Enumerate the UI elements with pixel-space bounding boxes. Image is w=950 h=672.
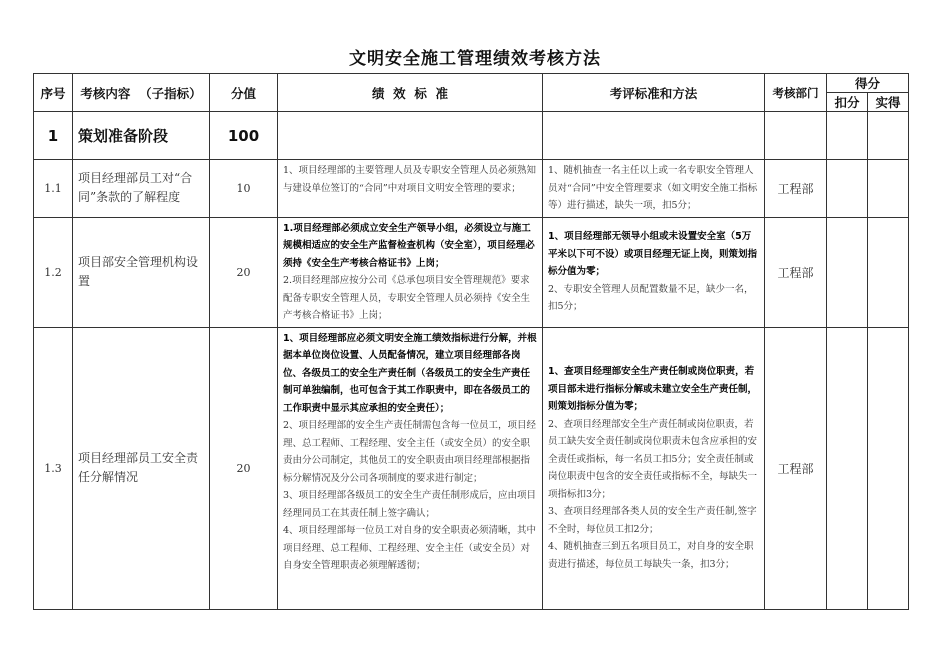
actual-cell xyxy=(868,327,909,609)
header-deduct: 扣分 xyxy=(827,93,868,112)
row-method xyxy=(543,327,765,609)
section-score: 100 xyxy=(210,112,278,160)
header-score: 分值 xyxy=(210,74,278,112)
section-number: 1 xyxy=(34,112,73,160)
deduct-cell xyxy=(827,327,868,609)
table-row xyxy=(34,217,909,327)
row-dept: 工程部 xyxy=(765,160,827,218)
criterion-text: 3、查项目经理部各类人员的安全生产责任制,签字不全时，每位员工扣2分； xyxy=(548,506,757,535)
header-content: 考核内容 （子指标） xyxy=(73,74,210,112)
header-standard: 绩 效 标 准 xyxy=(278,74,543,112)
header-got: 得分 xyxy=(827,74,909,93)
criterion-text: 4、项目经理部每一位员工对自身的安全职责必须清晰，其中项目经理、总工程师、工程经理、安全主任（或安全员）对自身安全管理职责必须理解透彻； xyxy=(283,525,537,571)
row-content: 项目经理部员工安全责任分解情况 xyxy=(73,327,210,609)
header-method: 考评标准和方法 xyxy=(543,74,765,112)
criterion-text: 3、项目经理部各级员工的安全生产责任制形成后，应由项目经理同员工在其责任制上签字确认； xyxy=(283,490,537,519)
row-number: 1.3 xyxy=(34,327,73,609)
section-row xyxy=(34,112,909,160)
criterion-text: 1.项目经理部必须成立安全生产领导小组，必须设立与施工规模相适应的安全生产监督检查机构（安全室），项目经理必须持《安全生产考核合格证书》上岗； xyxy=(283,222,535,269)
row-content: 项目经理部员工对“合同”条款的了解程度 xyxy=(73,160,210,218)
row-score: 20 xyxy=(210,327,278,609)
row-score: 10 xyxy=(210,160,278,218)
criterion-text: 2.项目经理部应按分公司《总承包项目安全管理规范》要求配备专职安全管理人员，专职安全管理人员必须持《安全生产考核合格证书》上岗； xyxy=(283,275,531,321)
actual-cell xyxy=(868,217,909,327)
row-dept: 工程部 xyxy=(765,327,827,609)
criterion-text: 2、查项目经理部安全生产责任制或岗位职责，若员工缺失安全责任制或岗位职责未包含应承担的安全责任或指标，每一名员工扣5分；安全责任制或岗位职责中包含的安全责任或指标不全，每缺失一项指标扣3分； xyxy=(548,418,758,500)
section-name: 策划准备阶段 xyxy=(73,112,210,160)
row-number: 1.1 xyxy=(34,160,73,218)
empty-cell xyxy=(543,112,765,160)
empty-cell xyxy=(278,112,543,160)
row-dept: 工程部 xyxy=(765,217,827,327)
criterion-text: 1、查项目经理部安全生产责任制或岗位职责，若项目部未进行指标分解或未建立安全生产责任制，则策划指标分值为零； xyxy=(548,366,758,412)
criterion-text: 2、项目经理部的安全生产责任制需包含每一位员工，项目经理、总工程师、工程经理、安全主任（或安全员）的安全职责由分公司制定，其他员工的安全职责由项目经理部根据指标分解情况及分公司各项制度的要求进行制定； xyxy=(283,420,537,484)
row-method xyxy=(543,217,765,327)
deduct-cell xyxy=(827,217,868,327)
row-number: 1.2 xyxy=(34,217,73,327)
row-standard xyxy=(278,217,543,327)
criterion-text: 1、随机抽查一名主任以上或一名专职安全管理人员对“合同”中安全管理要求（如文明安全施工指标等）进行描述，缺失一项，扣5分； xyxy=(548,165,758,211)
row-content: 项目部安全管理机构设置 xyxy=(73,217,210,327)
criterion-text: 1、项目经理部应必须文明安全施工绩效指标进行分解，并根据本单位岗位设置、人员配备情况，建立项目经理部各岗位、各级员工的安全生产责任制（各级员工的安全生产责任制可单独编制，也可包含于其工作职责中，即在各级员工的工作职责中显示其应承担的安全责任）； xyxy=(283,332,537,414)
row-standard xyxy=(278,327,543,609)
row-method xyxy=(543,160,765,218)
empty-cell xyxy=(868,112,909,160)
criterion-text: 4、随机抽查三到五名项目员工，对自身的安全职责进行描述，每位员工每缺失一条，扣3分； xyxy=(548,541,754,570)
document-title: 文明安全施工管理绩效考核方法 xyxy=(349,49,601,69)
actual-cell xyxy=(868,160,909,218)
table-row xyxy=(34,160,909,218)
header-seq: 序号 xyxy=(34,74,73,112)
row-score: 20 xyxy=(210,217,278,327)
criterion-text: 2、专职安全管理人员配置数量不足，缺少一名，扣5分； xyxy=(548,283,754,313)
row-standard xyxy=(278,160,543,218)
assessment-table xyxy=(33,73,909,610)
header-dept: 考核部门 xyxy=(765,74,827,112)
criterion-text: 1、项目经理部的主要管理人员及专职安全管理人员必须熟知与建设单位签订的“合同”中对项目文明安全管理的要求； xyxy=(283,165,537,194)
table-row xyxy=(34,327,909,609)
criterion-text: 1、项目经理部无领导小组或未设置安全室（5万平米以下可不设）或项目经理无证上岗，则策划指标分值为零； xyxy=(548,231,758,278)
header-actual: 实得 xyxy=(868,93,909,112)
deduct-cell xyxy=(827,160,868,218)
empty-cell xyxy=(765,112,827,160)
empty-cell xyxy=(827,112,868,160)
